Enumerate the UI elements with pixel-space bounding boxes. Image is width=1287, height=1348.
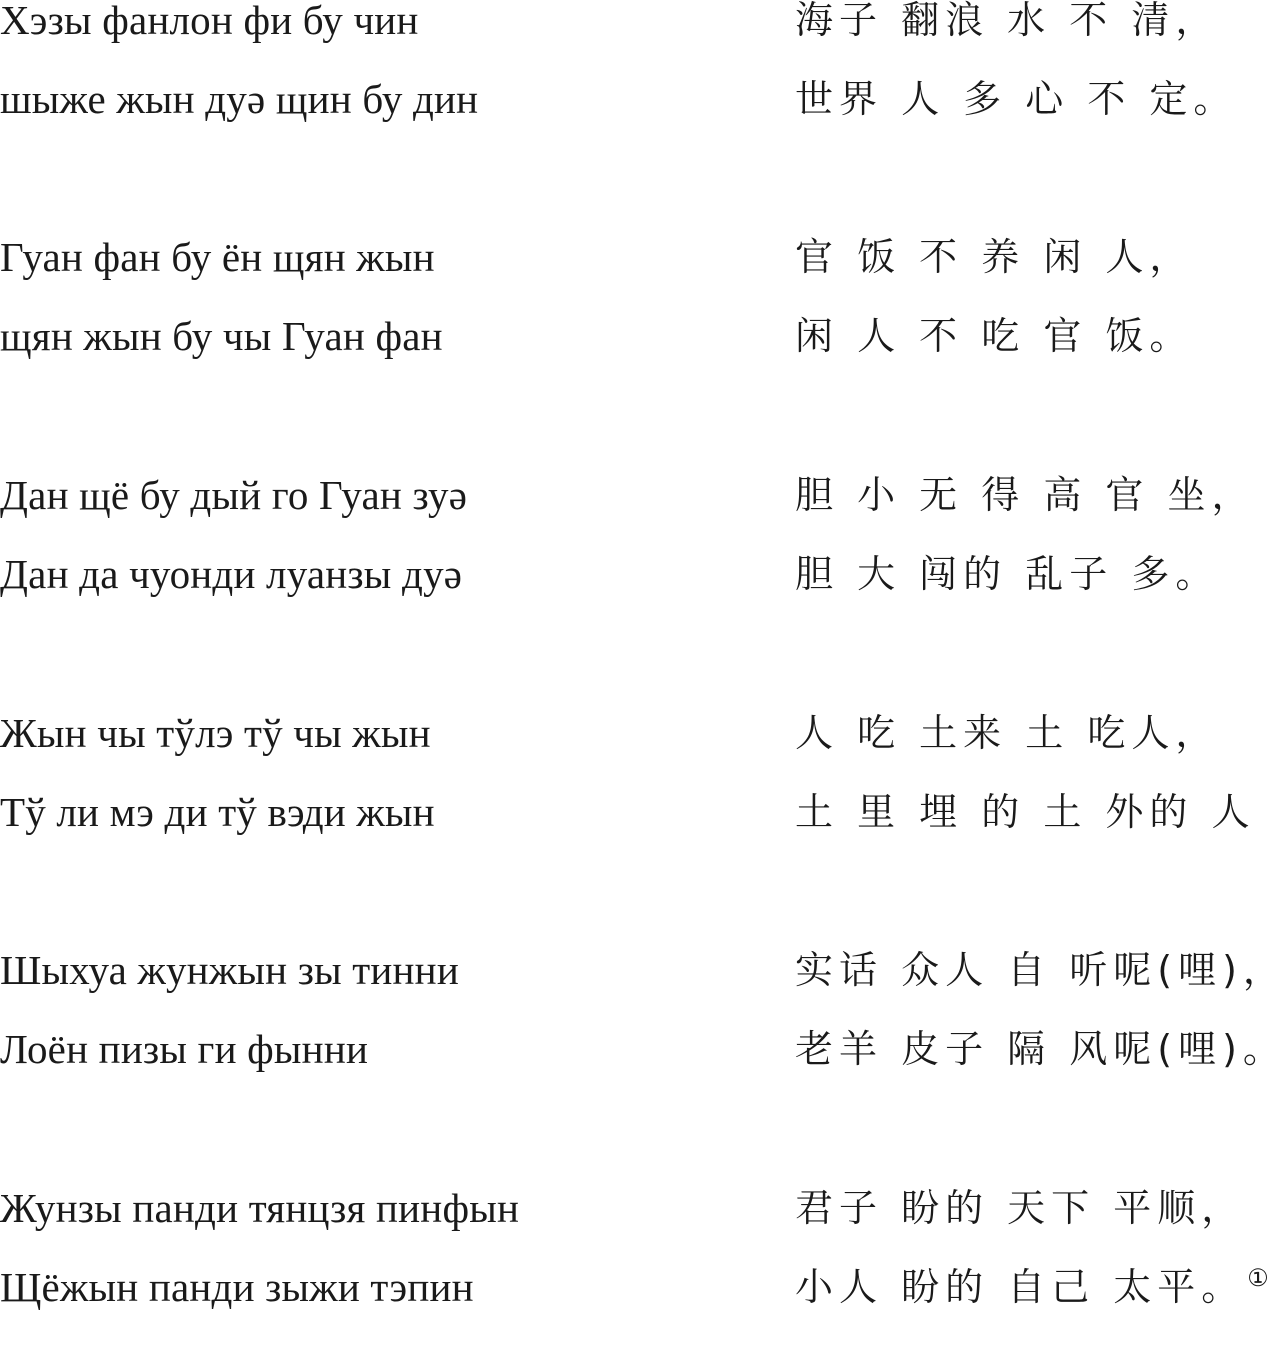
stanza-1: [0, 0, 1254, 160]
stanza-3: [0, 472, 1256, 635]
chinese-line-with-footnote: [795, 1261, 1269, 1313]
cyrillic-line: Шыхуа жунжын зы тинни: [0, 947, 459, 993]
chinese-line: 海子 翻浪 水 不 清，: [795, 0, 1220, 42]
chinese-line: 土 里 埋 的 土 外的 人: [795, 790, 1256, 834]
stanza-4: [0, 710, 1256, 873]
stanza-5: [0, 947, 1287, 1110]
cyrillic-line: Жын чы тўлэ тў чы жын: [0, 710, 431, 756]
chinese-line: 实话 众人 自 听呢(哩)，: [795, 948, 1287, 992]
cyrillic-line: Дан да чуонди луанзы дуә: [0, 551, 463, 597]
cyrillic-line: шыже жын дуә щин бу дин: [0, 76, 479, 122]
chinese-line: 君子 盼的 天下 平顺，: [795, 1186, 1246, 1230]
stanza-2: [0, 234, 1254, 397]
chinese-line: 小人 盼的 自己 太平。: [795, 1265, 1246, 1309]
stanza-6: [0, 1185, 1269, 1348]
chinese-line: 胆 大 闯的 乱子 多。: [795, 552, 1220, 596]
cyrillic-line: Хэзы фанлон фи бу чин: [0, 0, 419, 43]
chinese-line: 世界 人 多 心 不 定。: [795, 77, 1238, 121]
chinese-line: 胆 小 无 得 高 官 坐，: [795, 473, 1256, 517]
cyrillic-line: Тў ли мэ ди тў вэди жын: [0, 789, 435, 835]
cyrillic-line: Щёжын панди зыжи тэпин: [0, 1264, 474, 1310]
footnote-marker: ①: [1247, 1264, 1269, 1293]
cyrillic-line: Жунзы панди тянцзя пинфын: [0, 1185, 520, 1231]
chinese-line: 闲 人 不 吃 官 饭。: [795, 314, 1194, 358]
chinese-line: 老羊 皮子 隔 风呢(哩)。: [795, 1027, 1287, 1071]
cyrillic-line: Лоён пизы ги фынни: [0, 1026, 369, 1072]
cyrillic-line: Гуан фан бу ён щян жын: [0, 234, 435, 280]
chinese-line: 人 吃 土来 土 吃人，: [795, 711, 1220, 755]
cyrillic-line: Дан щё бу дый го Гуан зуә: [0, 472, 468, 518]
cyrillic-line: щян жын бу чы Гуан фан: [0, 313, 443, 359]
chinese-line: 官 饭 不 养 闲 人，: [795, 235, 1194, 279]
